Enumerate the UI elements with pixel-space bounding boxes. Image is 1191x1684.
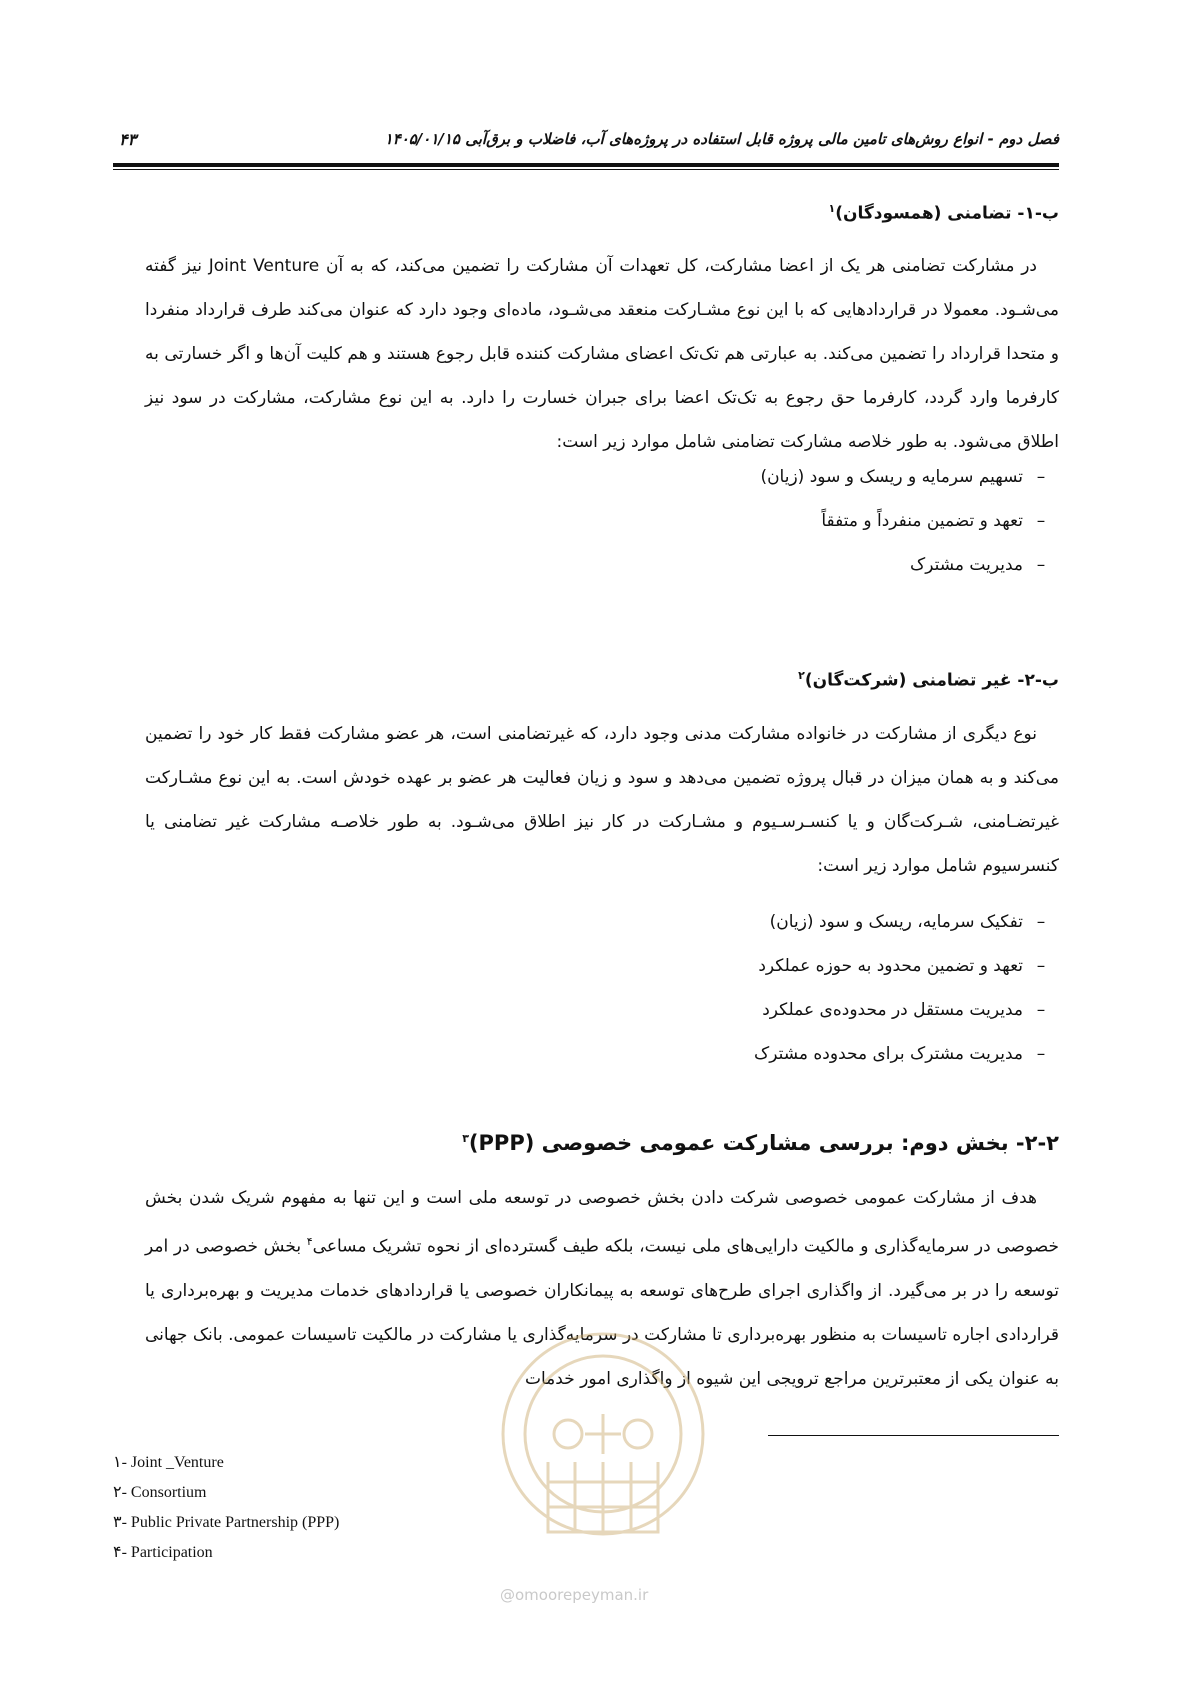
footnote-ref-4: ۴ — [306, 1235, 313, 1248]
footnote-ref-2: ۲ — [798, 669, 805, 682]
page-number: ۴۳ — [119, 130, 137, 149]
paragraph-ppp-part2: بخش خصوصی در امر توسعه را در بر می‌گیرد. از واگذاری اجرای طرح‌های توسعه به پیمانکاران خصوصی یا قراردادهای خدمات مدیریت و بهره‌برداری یا قراردادی اجاره تاسیسات به منظور بهره‌برداری تا مشارکت در سرمایه‌گذاری یا مشارکت در مالکیت تاسیسات عمومی. بانک جهانی به عنوان یکی از معتبرترین مراجع ترویجی این شیوه از واگذاری امور خدمات — [145, 1236, 1059, 1389]
bullet-list-joint — [760, 455, 1059, 587]
list-item — [760, 455, 1059, 499]
section-heading-ppp — [462, 1131, 1059, 1155]
footnote-rule — [768, 1435, 1059, 1436]
list-item — [760, 543, 1059, 587]
footnote-ref-3: ۳ — [462, 1132, 469, 1145]
list-item — [760, 499, 1059, 543]
dash-bullet: – — [1036, 555, 1046, 575]
section-heading-ppp-text: ۲-۲- بخش دوم: بررسی مشارکت عمومی خصوصی (PPP) — [468, 1131, 1059, 1155]
dash-bullet: – — [1036, 1044, 1046, 1064]
header-title: فصل دوم - انواع روش‌های تامین مالی پروژه قابل استفاده در پروژه‌های آب، فاضلاب و برق‌آبی ۱۴۰۵/۰۱/۱۵ — [384, 130, 1059, 148]
list-item-text: تفکیک سرمایه، ریسک و سود (زیان) — [769, 912, 1023, 932]
list-item — [754, 944, 1059, 988]
header-rule-thick — [113, 163, 1059, 167]
dash-bullet: – — [1036, 912, 1046, 932]
section-heading-non-joint — [798, 669, 1059, 691]
paragraph-ppp-part1: هدف از مشارکت عمومی خصوصی شرکت دادن بخش خصوصی در توسعه ملی است و این تنها به مفهوم شریک شدن بخش خصوصی در سرمایه‌گذاری و مالکیت دارایی‌های ملی نیست، بلکه طیف گسترده‌ای از نحوه تشریک مساعی — [145, 1188, 1059, 1257]
list-item — [754, 988, 1059, 1032]
running-header — [113, 130, 1059, 154]
footnote-ref-1: ۱ — [828, 202, 836, 215]
list-item — [754, 1032, 1059, 1076]
paragraph-non-joint: نوع دیگری از مشارکت در خانواده مشارکت مدنی وجود دارد، که غیرتضامنی است، هر عضو مشارکت فقط کار خود را تضمین می‌کند و به همان میزان در قبال پروژه تضمین می‌دهد و سود و زیان فعالیت هر عضو بر عهده خودش است. به این نوع مشـارکت غیرتضـامنی، شـرکت‌گان و یا کنسـرسـیوم و مشـارکت در کار نیز اطلاق می‌شـود. به طور خلاصـه مشارکت غیر تضامنی یا کنسرسیوم شامل موارد زیر است: — [145, 724, 1059, 876]
header-rule-thin — [113, 169, 1059, 170]
list-item-text: مدیریت مشترک برای محدوده مشترک — [753, 1044, 1023, 1064]
section-heading-joint — [828, 202, 1059, 224]
footnote-item: ۱- Joint _Venture — [113, 1454, 224, 1471]
footnote-item: ۴- Participation — [113, 1544, 213, 1561]
dash-bullet: – — [1036, 467, 1046, 487]
dash-bullet: – — [1036, 511, 1046, 531]
list-item-text: تعهد و تضمین محدود به حوزه عملکرد — [758, 956, 1023, 976]
list-item-text: تسهیم سرمایه و ریسک و سود (زیان) — [760, 467, 1023, 487]
footnote-item: ۳- Public Private Partnership (PPP) — [113, 1514, 340, 1531]
footnotes — [113, 1448, 339, 1568]
watermark-url: @omoorepeyman.ir — [500, 1586, 649, 1604]
dash-bullet: – — [1036, 1000, 1046, 1020]
section-heading-non-joint-text: ب-۲- غیر تضامنی (شرکت‌گان) — [804, 670, 1059, 691]
list-item-text: مدیریت مشترک — [910, 555, 1023, 575]
dash-bullet: – — [1036, 956, 1046, 976]
list-item — [754, 900, 1059, 944]
footnote-item: ۲- Consortium — [113, 1484, 207, 1501]
list-item-text: تعهد و تضمین منفرداً و متفقاً — [821, 511, 1023, 531]
section-heading-joint-text: ب-۱- تضامنی (همسودگان) — [835, 203, 1059, 224]
watermark-logo-icon — [493, 1322, 713, 1572]
list-item-text: مدیریت مستقل در محدوده‌ی عملکرد — [762, 1000, 1023, 1020]
paragraph-joint: در مشارکت تضامنی هر یک از اعضا مشارکت، کل تعهدات آن مشارکت را تضمین می‌کند، که به آن Joint Venture نیز گفته می‌شـود. معمولا در قراردادهایی که با این نوع مشـارکت منعقد می‌شـود، ماده‌ای وجود دارد که عنوان می‌کند طرف قرارداد منفردا و متحدا قرارداد را تضمین می‌کند. به عبارتی هم تک‌تک اعضای مشارکت کننده قابل رجوع هستند و هم کلیت آن‌ها و اگر خسارتی به کارفرما وارد گردد، کارفرما حق رجوع به تک‌تک اعضا برای جبران خسارت را دارد. به این نوع مشارکت، مشارکت در سود نیز اطلاق می‌شود. به طور خلاصه مشارکت تضامنی شامل موارد زیر است: — [145, 256, 1059, 452]
bullet-list-non-joint — [754, 900, 1059, 1076]
